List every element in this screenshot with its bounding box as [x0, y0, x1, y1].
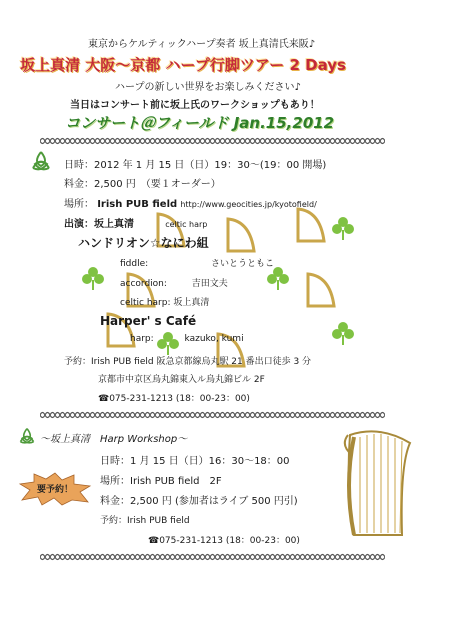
member-name: 吉田文夫	[191, 279, 228, 289]
venue-url-link[interactable]: http://www.geocities.jp/kyotofield/	[180, 200, 317, 209]
group-harpers-cafe: Harper' s Café	[100, 314, 197, 328]
group-handrion: ハンドリオン☆なにわ組	[78, 236, 209, 250]
header-intro: 東京からケルティックハープ奏者 坂上真清氏来阪♪	[88, 39, 316, 50]
concert-venue	[64, 195, 317, 210]
workshop-date: 日時：1 月 15 日（日）16：30～18：00	[100, 456, 290, 467]
member-instrument: fiddle:	[120, 259, 149, 269]
member-accordion	[120, 276, 228, 289]
irish-harp-icon	[340, 425, 420, 545]
performer-line	[64, 215, 207, 230]
member-fiddle	[120, 256, 274, 269]
member-instrument: accordion:	[120, 279, 167, 289]
workshop-note: 当日はコンサート前に坂上氏のワークショップもあり！	[70, 100, 320, 111]
triquetra-icon	[30, 150, 52, 172]
member-harp	[130, 334, 244, 344]
member-instrument: harp:	[130, 334, 154, 344]
venue-name: Irish PUB field	[97, 199, 178, 210]
concert-date: 日時：2012 年 1 月 15 日（日）19：30～(19：00 開場)	[64, 160, 327, 171]
celtic-border-top	[40, 136, 385, 146]
harp-decoration-icon	[290, 205, 330, 245]
harp-decoration-icon	[220, 215, 260, 255]
performer-name: 出演：坂上真清	[64, 219, 134, 230]
shamrock-icon	[330, 320, 356, 346]
member-celtic-harp: celtic harp: 坂上真清	[120, 298, 210, 308]
concert-address: 京都市中京区烏丸錦東入ル烏丸錦ビル 2F	[98, 375, 265, 385]
header-subtitle: ハープの新しい世界をお楽しみください♪	[115, 82, 301, 93]
workshop-fee: 料金：2,500 円 (参加者はライブ 500 円引)	[100, 496, 298, 507]
performer-instrument: celtic harp	[165, 220, 208, 229]
celtic-border-middle	[40, 410, 385, 420]
concert-reservation: 予約：Irish PUB field 阪急京都線烏丸駅 21 番出口徒歩 3 分	[64, 357, 312, 367]
triquetra-icon	[18, 427, 36, 445]
workshop-phone: ☎075-231-1213 (18：00-23：00)	[148, 536, 300, 546]
tour-title: 坂上真清 大阪～京都 ハープ行脚ツアー 2 Days	[20, 56, 346, 74]
reservation-badge	[18, 472, 92, 506]
concert-heading: コンサート＠フィールド Jan.15,2012	[65, 114, 335, 132]
harp-decoration-icon	[300, 270, 340, 310]
celtic-border-bottom	[40, 552, 385, 562]
venue-label: 場所：	[64, 199, 94, 210]
member-name: さいとうともこ	[211, 259, 275, 269]
shamrock-icon	[330, 215, 356, 241]
shamrock-icon	[80, 265, 106, 291]
workshop-venue: 場所：Irish PUB field 2F	[100, 476, 222, 487]
member-name: kazuko, kumi	[184, 334, 244, 344]
badge-text: 要予約！	[36, 485, 73, 495]
workshop-title: ～坂上真清 Harp Workshop～	[40, 434, 188, 445]
workshop-reservation: 予約：Irish PUB field	[100, 516, 190, 526]
concert-phone: ☎075-231-1213 (18：00-23：00)	[98, 394, 250, 404]
concert-fee: 料金：2,500 円 （要１オーダー）	[64, 179, 221, 190]
